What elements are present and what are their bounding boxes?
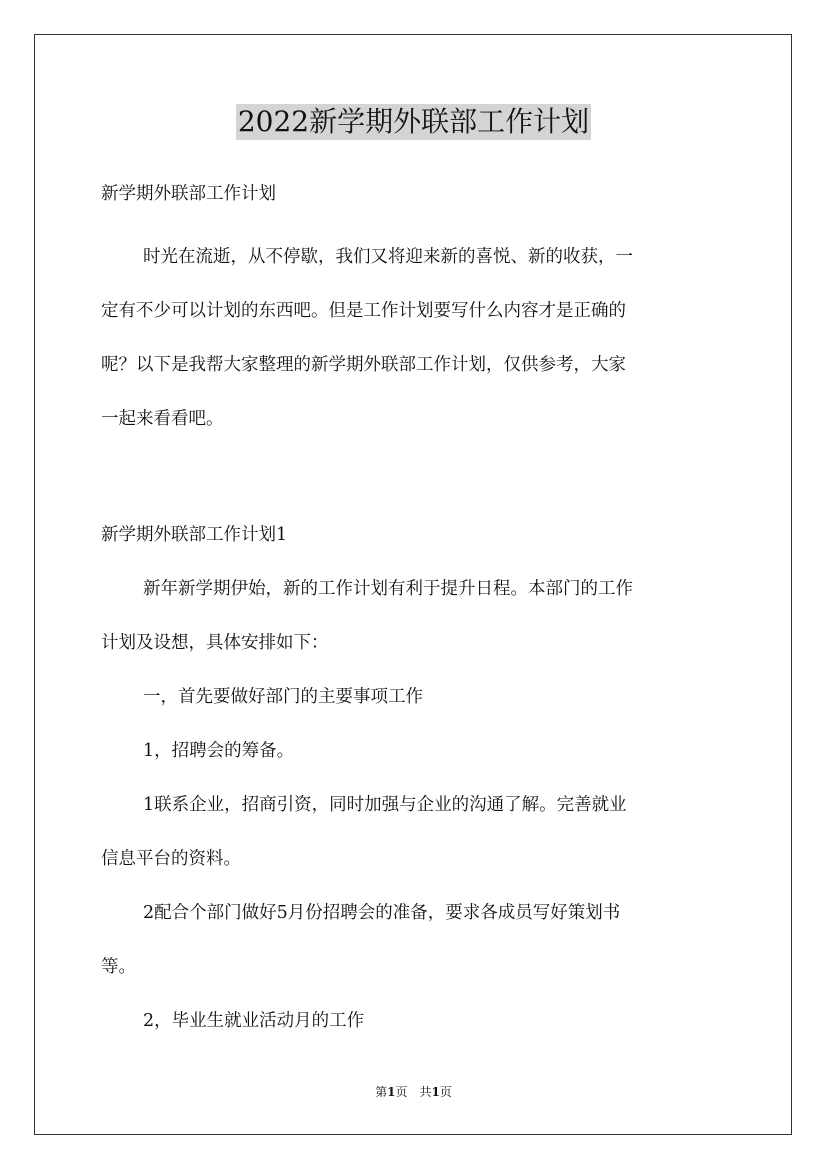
intro-line-1: 时光在流逝，从不停歇，我们又将迎来新的喜悦、新的收获，一 <box>143 247 633 267</box>
document-body <box>101 176 729 1048</box>
document-subtitle: 新学期外联部工作计划 <box>101 184 276 204</box>
footer-page-mid: 页 共 <box>395 1085 432 1099</box>
item-1-2: 2，毕业生就业活动月的工作 <box>143 1011 365 1031</box>
item-1-1-a <box>101 778 729 886</box>
item-1-1-a-line-2: 信息平台的资料。 <box>101 849 241 869</box>
intro-line-2: 定有不少可以计划的东西吧。但是工作计划要写什么内容才是正确的 <box>101 301 626 321</box>
item-1-1-a-line-1: 1联系企业，招商引资，同时加强与企业的沟通了解。完善就业 <box>143 795 627 815</box>
footer-page-total: 1 <box>431 1085 440 1099</box>
para1-line-1: 新年新学期伊始，新的工作计划有利于提升日程。本部门的工作 <box>143 579 633 599</box>
item-heading-1: 一，首先要做好部门的主要事项工作 <box>143 687 423 707</box>
item-1-1-b-line-2: 等。 <box>101 957 136 977</box>
footer-page-prefix: 第 <box>375 1085 388 1099</box>
item-1-1-b-line-1: 2配合个部门做好5月份招聘会的准备，要求各成员写好策划书 <box>143 903 621 923</box>
footer-page-current: 1 <box>387 1085 396 1099</box>
para1-line-2: 计划及设想，具体安排如下： <box>101 633 329 653</box>
intro-paragraph <box>101 230 729 446</box>
item-1-1: 1，招聘会的筹备。 <box>143 741 295 761</box>
intro-line-3: 呢？以下是我帮大家整理的新学期外联部工作计划，仅供参考，大家 <box>101 355 626 375</box>
para1 <box>101 562 729 670</box>
title-wrap <box>0 104 827 140</box>
document-title: 2022新学期外联部工作计划 <box>237 105 590 138</box>
page-footer <box>0 1084 827 1100</box>
footer-page-suffix: 页 <box>439 1085 452 1099</box>
intro-line-4: 一起来看看吧。 <box>101 409 224 429</box>
section-heading: 新学期外联部工作计划1 <box>101 525 288 545</box>
item-1-1-b <box>101 886 729 994</box>
